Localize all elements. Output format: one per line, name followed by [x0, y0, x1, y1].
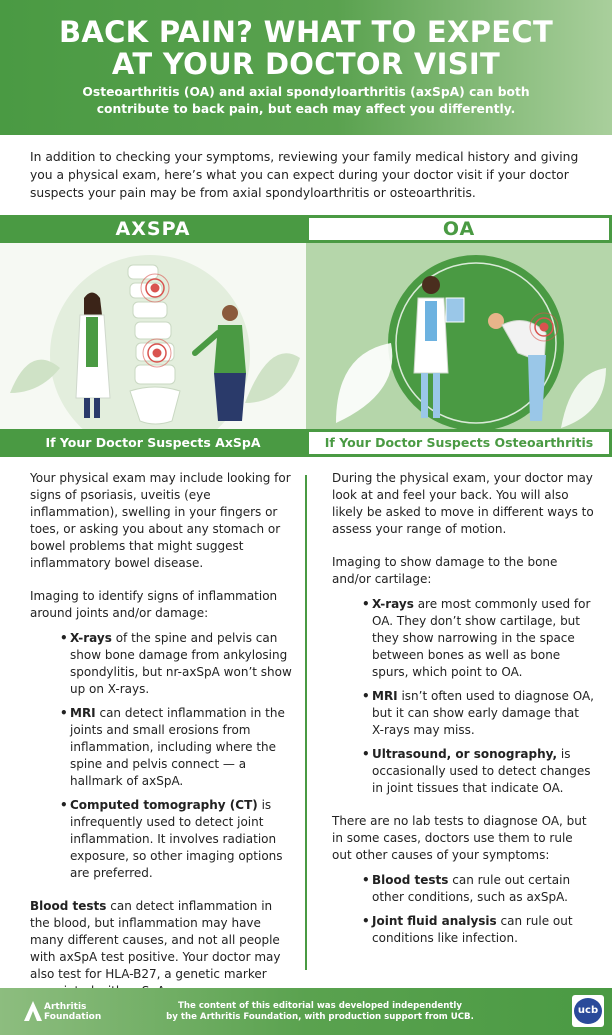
blood-tests-text: can detect inflammation in the blood, but inflammation may have many different causes, and not all people with axSpA test positive. Your doctor may also test for HLA-B27, a genetic marker: [30, 899, 281, 981]
list-item-bold: Blood tests: [372, 873, 449, 887]
ucb-logo-text: ucb: [574, 998, 602, 1024]
list-item-bold: Joint fluid analysis: [372, 914, 497, 928]
page-subtitle: Osteoarthritis (OA) and axial spondyloarthritis (axSpA) can both contribute to back pain, but each may affect you differently.: [82, 85, 530, 116]
axspa-imaging-list: [30, 630, 292, 882]
list-item: [70, 705, 292, 790]
logo-line1: Arthritis: [44, 1002, 87, 1012]
list-item-bold: X-rays: [70, 631, 112, 645]
list-item: [372, 872, 594, 906]
list-item: [372, 913, 594, 947]
list-item-bold: MRI: [70, 706, 96, 720]
list-item-bold: MRI: [372, 689, 398, 703]
list-item: [372, 688, 594, 739]
oa-imaging-intro: Imaging to show damage to the bone and/or cartilage:: [332, 555, 558, 586]
ucb-logo: [572, 995, 604, 1027]
oa-illustration-svg: [306, 243, 612, 429]
oa-subheading: If Your Doctor Suspects Osteoarthritis: [306, 429, 612, 457]
page-title-line2: AT YOUR DOCTOR VISIT: [111, 47, 501, 81]
leaf-icon: [336, 343, 392, 423]
oa-column: [332, 470, 594, 963]
list-item-text: can detect inflammation in the joints and small erosions from inflammation, including where the spine and pelvis connect — a hallmark of axSpA.: [70, 706, 285, 788]
oa-exam-text: During the physical exam, your doctor may look at and feel your back. You will also likely be asked to move in different ways to assess your range of motion.: [332, 471, 594, 536]
axspa-blood-tests-text: [30, 898, 292, 1000]
list-item-text: is infrequently used to detect joint inflammation. It involves radiation exposure, so other imaging options are preferred.: [70, 798, 283, 880]
axspa-illustration: [0, 243, 306, 429]
header-banner: [0, 0, 612, 135]
disclaimer-line2: by the Arthritis Foundation, with production support from UCB.: [166, 1012, 474, 1022]
oa-heading: OA: [306, 215, 612, 243]
list-item-text: of the spine and pelvis can show bone damage from ankylosing spondylitis, but nr-axSpA won’t show up on X-rays.: [70, 631, 292, 696]
list-item-text: can rule out conditions like infection.: [372, 914, 573, 945]
axspa-subheading: If Your Doctor Suspects AxSpA: [0, 429, 306, 457]
axspa-heading: AXSPA: [0, 215, 306, 243]
oa-illustration: [306, 243, 612, 429]
disclaimer-line1: The content of this editorial was developed independently: [178, 1001, 462, 1011]
list-item-bold: Computed tomography (CT): [70, 798, 258, 812]
axspa-column: [30, 470, 292, 1016]
column-divider: [305, 475, 307, 970]
list-item-text: can rule out certain other conditions, such as axSpA.: [372, 873, 571, 904]
list-item-text: isn’t often used to diagnose OA, but it can show early damage that X-rays may miss.: [372, 689, 594, 737]
footer-disclaimer: [150, 1001, 490, 1023]
axspa-exam-text: Your physical exam may include looking for signs of psoriasis, uveitis (eye inflammation), swelling in your fingers or toes, or asking you about any stomach or bowel problems that might suggest inflammatory bowel disease.: [30, 471, 291, 570]
logo-line2: Foundation: [44, 1012, 102, 1022]
page-title-line1: BACK PAIN? WHAT TO EXPECT: [58, 15, 554, 49]
footer-bar: [0, 988, 612, 1035]
list-item-text: are most commonly used for OA. They don’t show cartilage, but they show narrowing in the space between bones as well as bone spurs, which point to OA.: [372, 597, 591, 679]
list-item: [70, 630, 292, 698]
list-item: [70, 797, 292, 882]
leaf-icon: [561, 368, 606, 428]
blood-tests-bold: Blood tests: [30, 899, 107, 913]
list-item-text: is occasionally used to detect changes in joint tissues that indicate OA.: [372, 747, 591, 795]
oa-lab-tests-list: [332, 872, 594, 947]
arthritis-foundation-logo-text: [44, 1002, 101, 1022]
list-item: [372, 746, 594, 797]
axspa-illustration-svg: [0, 243, 306, 429]
axspa-imaging-intro: Imaging to identify signs of inflammation around joints and/or damage:: [30, 589, 278, 620]
oa-imaging-list: [332, 596, 594, 797]
leaf-icon: [245, 353, 300, 403]
oa-lab-tests-text: There are no lab tests to diagnose OA, but in some cases, doctors use them to rule out other causes of your symptoms:: [332, 814, 587, 862]
clipboard-icon: [446, 298, 464, 322]
list-item-bold: X-rays: [372, 597, 414, 611]
list-item-bold: Ultrasound, or sonography,: [372, 747, 558, 761]
intro-text: In addition to checking your symptoms, reviewing your family medical history and giving you a physical exam, here’s what you can expect during your doctor visit if your doctor suspects your pain may be from axial spondyloarthritis or osteoarthritis.: [30, 150, 579, 200]
list-item: [372, 596, 594, 681]
arthritis-foundation-logo-icon: [24, 1001, 42, 1021]
